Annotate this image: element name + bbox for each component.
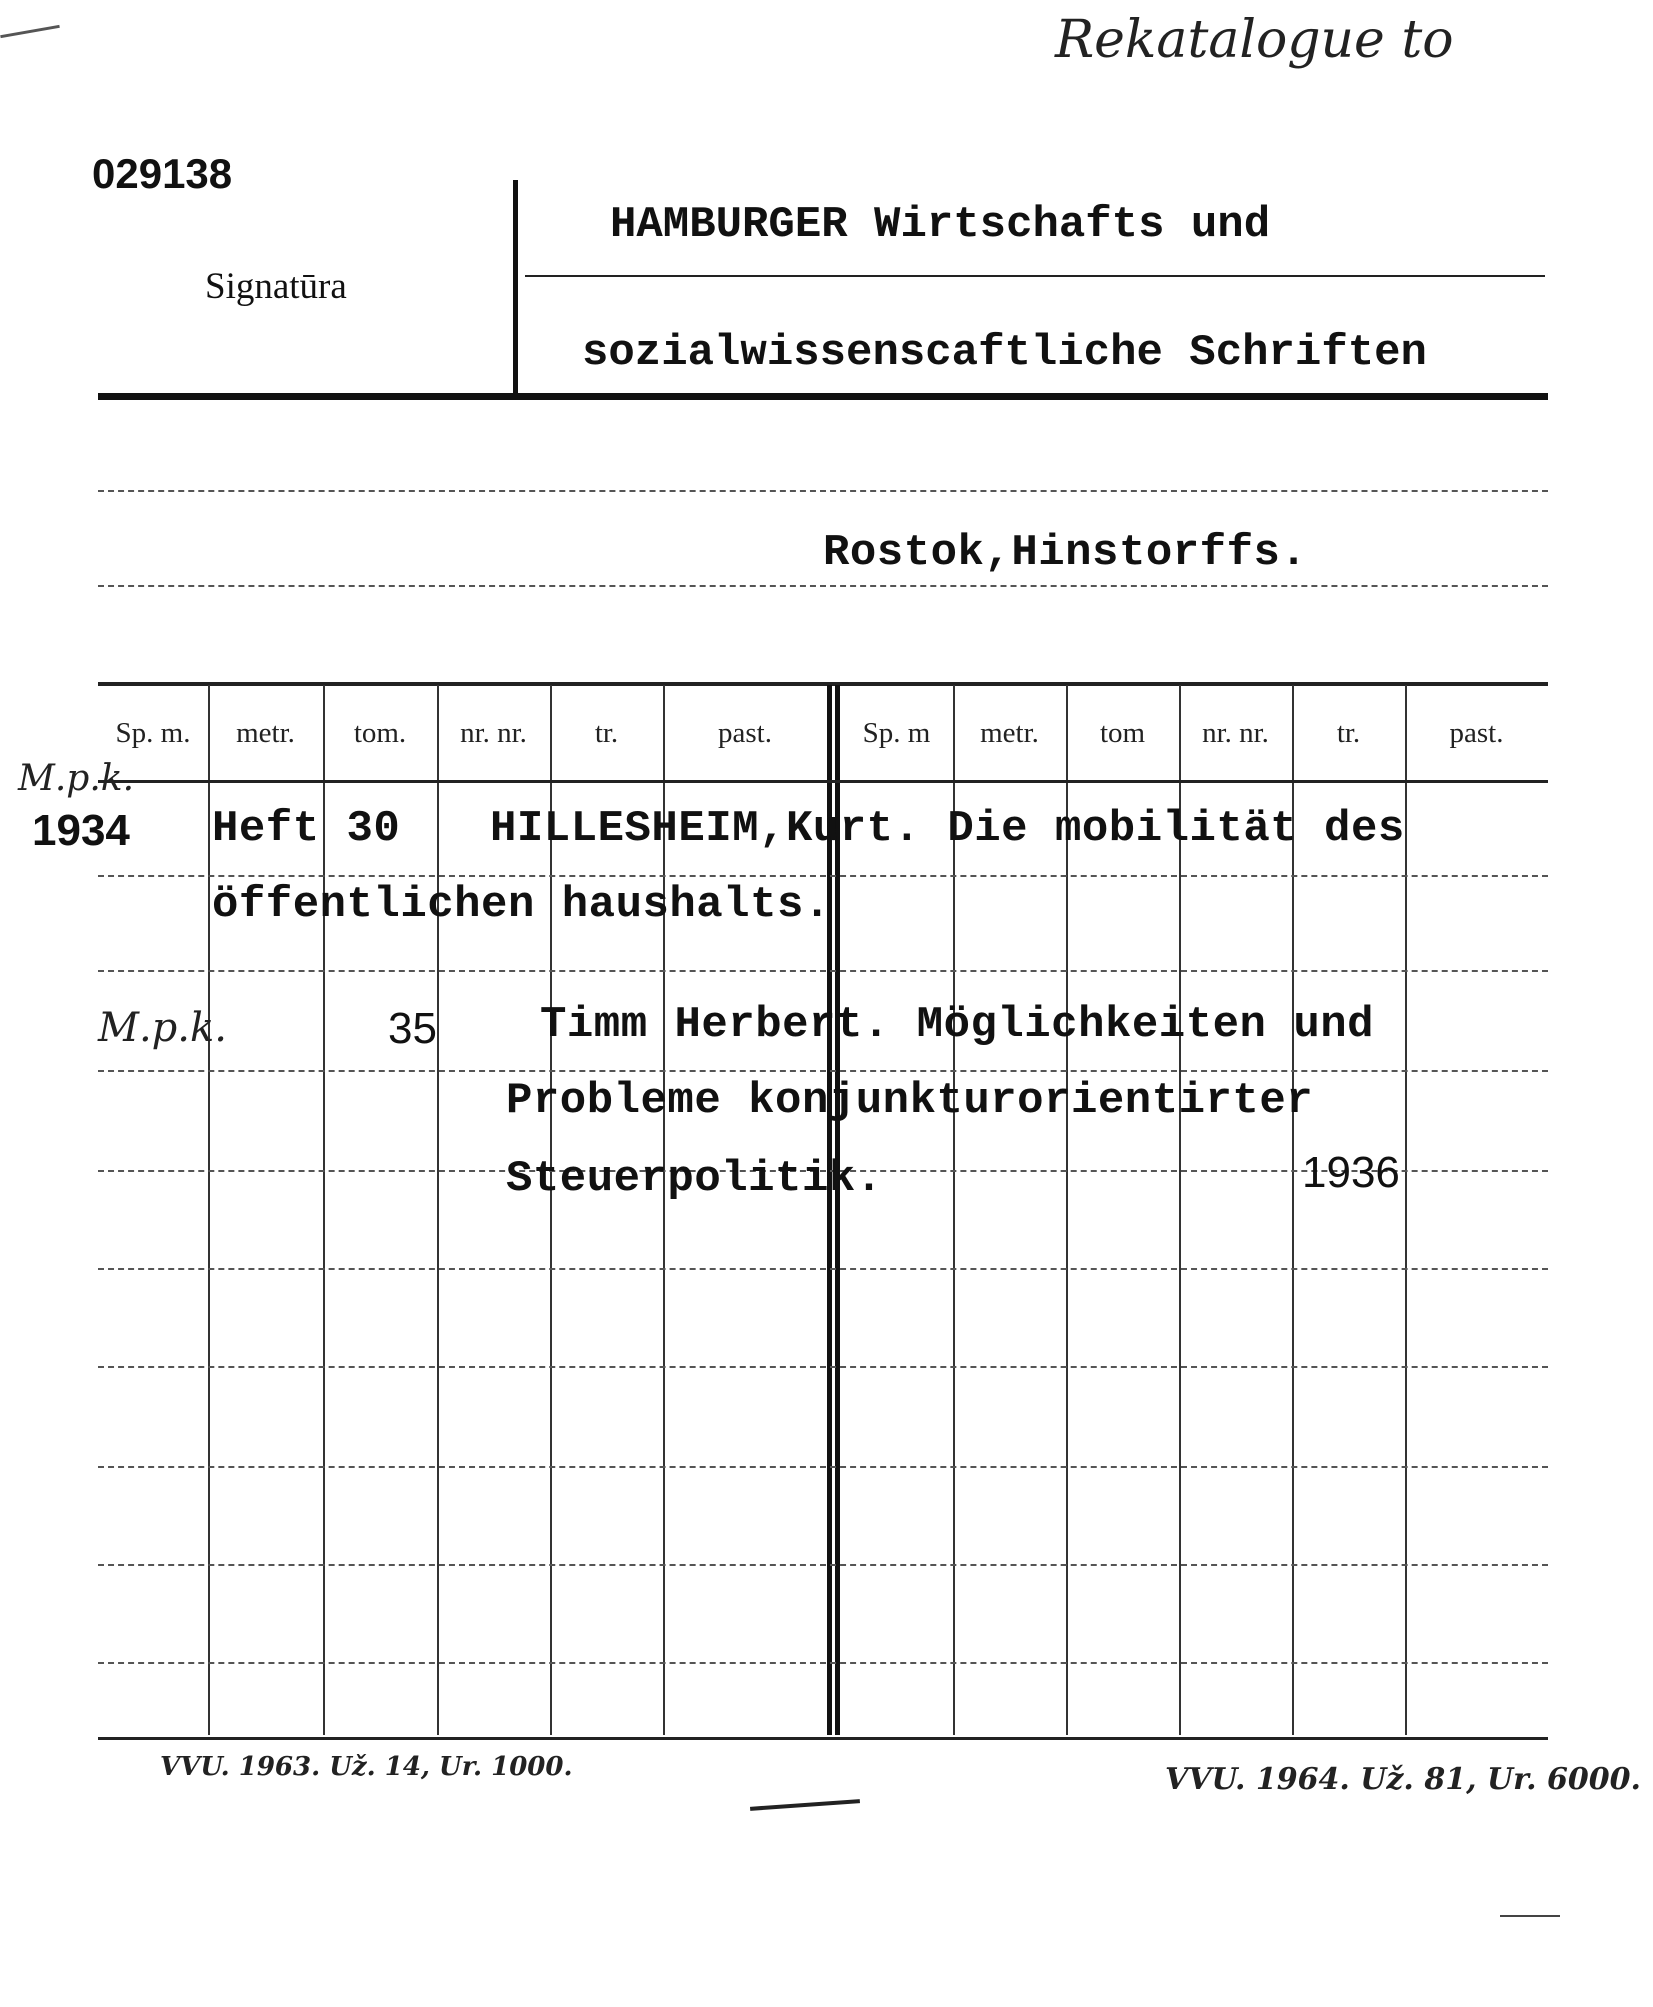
signature-label: Signatūra [205, 266, 347, 307]
row-rule [98, 490, 1548, 492]
entry1-margin-note: M.p.k. [18, 758, 135, 799]
col-header-metr: metr. [236, 717, 295, 749]
entry2-margin-note: M.p.k. [98, 1005, 227, 1051]
header-rule [98, 393, 1548, 400]
scan-mark [750, 1799, 860, 1811]
row-rule [98, 1564, 1548, 1566]
row-rule [98, 1366, 1548, 1368]
column-line [1405, 685, 1407, 1735]
column-line [437, 685, 439, 1735]
scan-mark [1500, 1915, 1560, 1917]
scan-mark [0, 25, 60, 38]
row-rule [98, 1662, 1548, 1664]
column-line [208, 685, 210, 1735]
entry2-year: 1936 [1302, 1148, 1400, 1197]
col-header-tr-right: tr. [1336, 717, 1361, 749]
header-divider [513, 180, 518, 395]
row-rule [98, 875, 1548, 877]
title-rule [525, 275, 1545, 277]
table-top-rule [98, 682, 1548, 686]
col-header-past-right: past. [1449, 717, 1504, 749]
col-header-past: past. [718, 717, 772, 749]
entry2-line2: Probleme konjunkturorientirter [506, 1076, 1314, 1126]
entry1-issue: Heft 30 [212, 804, 401, 854]
footer-note-right: VVU. 1964. Už. 81, Ur. 6000. [1165, 1762, 1642, 1797]
entry1-year: 1934 [32, 806, 130, 855]
row-rule [98, 970, 1548, 972]
col-header-metr-right: metr. [980, 717, 1039, 749]
col-header-nr-nr-right: nr. nr. [1202, 717, 1269, 749]
entry2-line1: Timm Herbert. Möglichkeiten und [540, 1000, 1375, 1050]
entry1-line2: öffentlichen haushalts. [212, 880, 831, 930]
entry1-line1: HILLESHEIM,Kurt. Die mobilität des [490, 804, 1405, 854]
entry2-line3: Steuerpolitik. [506, 1154, 883, 1204]
row-rule [98, 1466, 1548, 1468]
row-rule [98, 585, 1548, 587]
row-rule [98, 1070, 1548, 1072]
table-bottom-rule [98, 1737, 1548, 1740]
entry2-issue: 35 [388, 1004, 437, 1053]
col-header-nr-nr: nr. nr. [460, 717, 527, 749]
col-header-tom-right: tom [1099, 717, 1146, 749]
publisher: Rostok,Hinstorffs. [823, 528, 1308, 578]
card-number: 029138 [92, 150, 233, 197]
handwritten-recatalogue-note: Rekatalogue to [1055, 10, 1454, 70]
footer-note-left: VVU. 1963. Už. 14, Ur. 1000. [160, 1752, 573, 1782]
col-header-sp-m-right: Sp. m [862, 717, 931, 749]
col-header-sp-m: Sp. m. [115, 717, 191, 749]
col-header-tom: tom. [353, 717, 407, 749]
series-title-line2: sozialwissenscaftliche Schriften [582, 328, 1427, 378]
series-title-line1: HAMBURGER Wirtschafts und [610, 200, 1271, 250]
row-rule [98, 1268, 1548, 1270]
header-bottom-rule [98, 780, 1548, 783]
col-header-tr: tr. [594, 717, 619, 749]
